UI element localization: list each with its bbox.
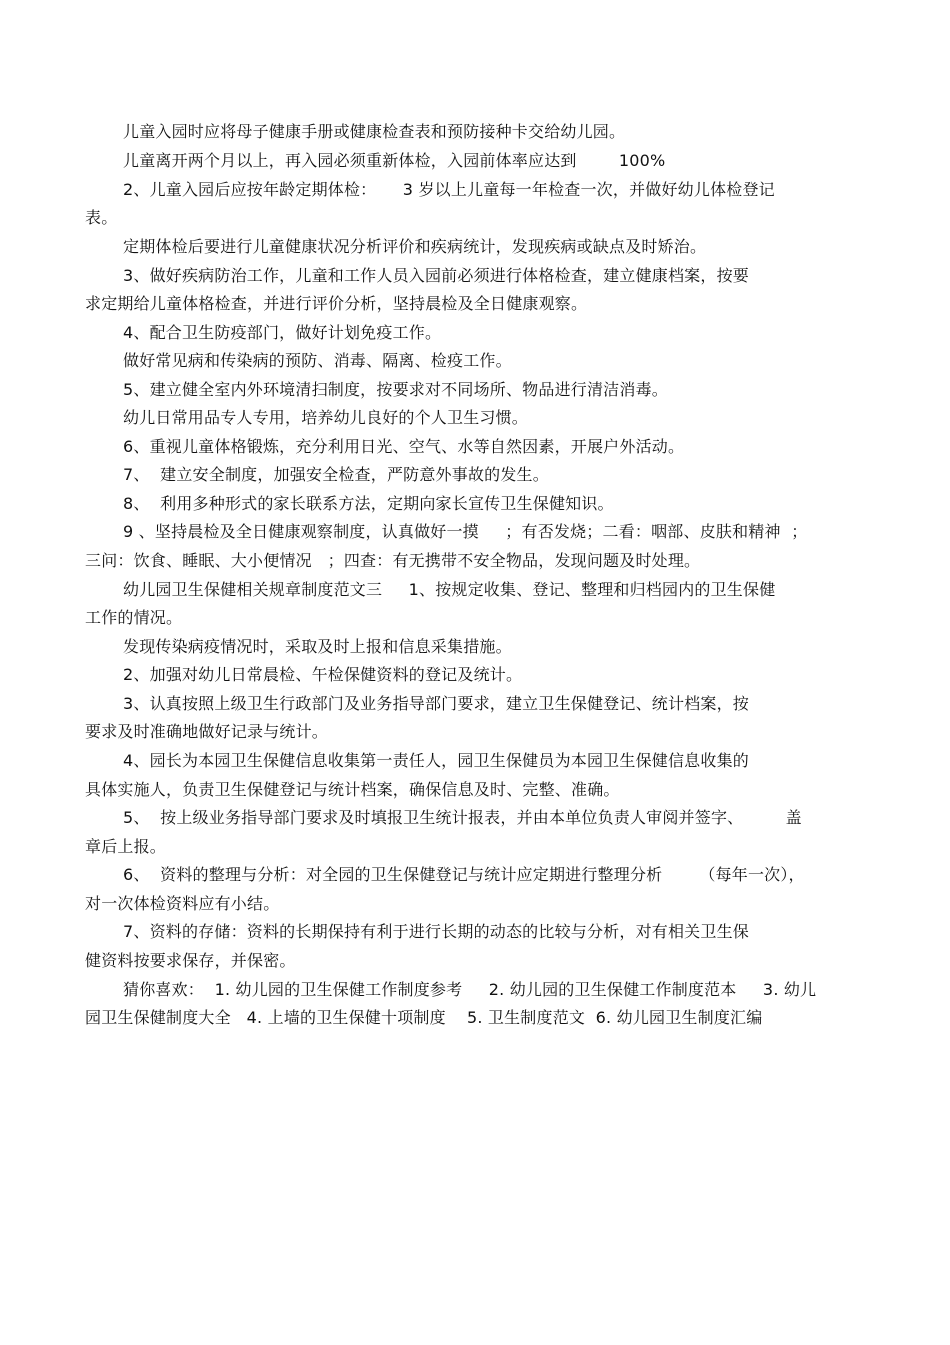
paragraph-line: 4、园长为本园卫生保健信息收集第一责任人，园卫生保健员为本园卫生保健信息收集的 [123, 751, 749, 770]
paragraph-line: 表。 [85, 208, 118, 227]
paragraph-line: 要求及时准确地做好记录与统计。 [85, 722, 329, 741]
paragraph-line: 对一次体检资料应有小结。 [85, 894, 280, 913]
paragraph-line: 做好常见病和传染病的预防、消毒、隔离、检疫工作。 [123, 351, 512, 370]
paragraph-line: 幼儿日常用品专人专用，培养幼儿良好的个人卫生习惯。 [123, 408, 529, 427]
paragraph-line: 具体实施人，负责卫生保健登记与统计档案，确保信息及时、完整、准确。 [85, 780, 620, 799]
paragraph-line: 儿童入园时应将母子健康手册或健康检查表和预防接种卡交给幼儿园。 [123, 122, 626, 141]
paragraph-line: 7、 建立安全制度，加强安全检查，严防意外事故的发生。 [123, 465, 549, 484]
paragraph-line: 7、资料的存储：资料的长期保持有利于进行长期的动态的比较与分析，对有相关卫生保 [123, 922, 749, 941]
paragraph-line: 6、 资料的整理与分析：对全园的卫生保健登记与统计应定期进行整理分析 （每年一次）， [123, 865, 805, 884]
paragraph-line: 工作的情况。 [85, 608, 183, 627]
paragraph-line: 儿童离开两个月以上，再入园必须重新体检，入园前体率应达到 100% [123, 151, 666, 170]
paragraph-line: 健资料按要求保存，并保密。 [85, 951, 296, 970]
paragraph-line: 2、加强对幼儿日常晨检、午检保健资料的登记及统计。 [123, 665, 523, 684]
paragraph-line: 三问：饮食、睡眠、大小便情况 ；四查：有无携带不安全物品，发现问题及时处理。 [85, 551, 701, 570]
paragraph-line: 3、做好疾病防治工作，儿童和工作人员入园前必须进行体格检查，建立健康档案，按要 [123, 266, 749, 285]
paragraph-line: 4、配合卫生防疫部门，做好计划免疫工作。 [123, 323, 442, 342]
paragraph-line: 8、 利用多种形式的家长联系方法，定期向家长宣传卫生保健知识。 [123, 494, 614, 513]
paragraph-line: 2、儿童入园后应按年龄定期体检： 3 岁以上儿童每一年检查一次，并做好幼儿体检登记 [123, 180, 775, 199]
paragraph-line: 6、重视儿童体格锻炼，充分利用日光、空气、水等自然因素，开展户外活动。 [123, 437, 685, 456]
related-links-line: 园卫生保健制度大全 4. 上墙的卫生保健十项制度 5. 卫生制度范文 6. 幼儿园卫生制度汇编 [85, 1008, 763, 1027]
paragraph-line: 9 、坚持晨检及全日健康观察制度，认真做好一摸 ；有否发烧；二看：咽部、皮肤和精神 ； [123, 522, 808, 541]
paragraph-line: 章后上报。 [85, 837, 167, 856]
paragraph-line: 5、建立健全室内外环境清扫制度，按要求对不同场所、物品进行清洁消毒。 [123, 380, 668, 399]
paragraph-line: 幼儿园卫生保健相关规章制度范文三 1、按规定收集、登记、整理和归档园内的卫生保健 [123, 580, 776, 599]
related-links-line: 猜你喜欢： 1. 幼儿园的卫生保健工作制度参考 2. 幼儿园的卫生保健工作制度范本 3. 幼儿 [123, 980, 817, 999]
paragraph-line: 发现传染病疫情况时，采取及时上报和信息采集措施。 [123, 637, 512, 656]
paragraph-line: 3、认真按照上级卫生行政部门及业务指导部门要求，建立卫生保健登记、统计档案，按 [123, 694, 749, 713]
paragraph-line: 5、 按上级业务指导部门要求及时填报卫生统计报表，并由本单位负责人审阅并签字、 盖 [123, 808, 802, 827]
paragraph-line: 求定期给儿童体格检查，并进行评价分析，坚持晨检及全日健康观察。 [85, 294, 588, 313]
paragraph-line: 定期体检后要进行儿童健康状况分析评价和疾病统计，发现疾病或缺点及时矫治。 [123, 237, 707, 256]
